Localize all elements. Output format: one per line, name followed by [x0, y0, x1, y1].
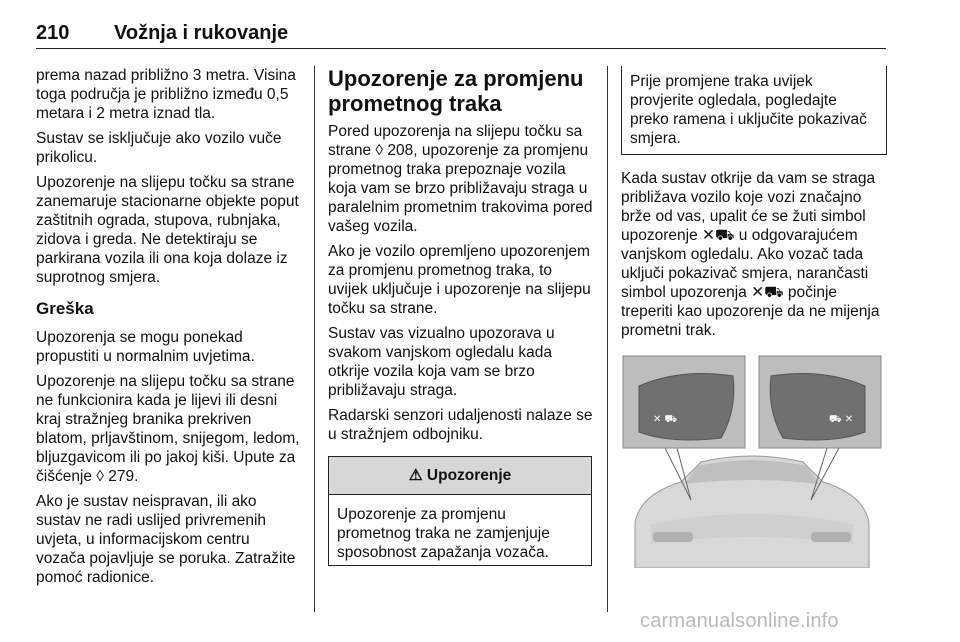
- column-right: [621, 66, 889, 568]
- column-divider: [607, 66, 608, 612]
- warning-header: [329, 457, 591, 495]
- paragraph: Upozorenje na slijepu točku sa strane ne funkcionira kada je lijevi ili desni kraj stražnjeg branika prekriven blatom, prljavštinom, snijegom, ledom, bljuzgavicom ili po jakoj kiši. Upute za čišćenje ◊ 279.: [36, 373, 300, 485]
- paragraph: Radarski senzori udaljenosti nalaze se u stražnjem odbojniku.: [328, 407, 593, 443]
- warning-title: Upozorenje: [426, 467, 512, 484]
- svg-text:✕ ⛟: ✕ ⛟: [653, 414, 678, 425]
- paragraph: Ako je vozilo opremljeno upozorenjem za promjenu prometnog traka, to uvijek uključuje i upozorenje na slijepu točku sa strane.: [328, 243, 591, 317]
- warning-text: Upozorenje za promjenu prometnog traka ne zamjenjuje sposobnost zapažanja vozača.: [337, 506, 550, 561]
- car-mirrors-image: [621, 354, 883, 568]
- chapter-title: Vožnja i rukovanje: [114, 22, 289, 44]
- paragraph: Sustav vas vizualno upozorava u svakom vanjskom ogledalu kada otkrije vozila koja vam se brzo približavaju straga.: [328, 325, 555, 399]
- page-header: [36, 18, 886, 49]
- paragraph: Ako je sustav neispravan, ili ako sustav ne radi uslijed privremenih uvjeta, u informacijskom centru vozača pojavljuje se poruka. Zatražite pomoć radionice.: [36, 493, 296, 586]
- paragraph: Kada sustav otkrije da vam se straga približava vozilo koje vozi značajno brže od vas, upalit će se žuti simbol upozorenje ✕⛟ u odgovarajućem vanjskom ogledalu. Ako vozač tada uključi pokazivač smjera, narančasti simbol upozorenja ✕⛟ počinje treperiti kao upozorenje da ne mijenja prometni trak.: [621, 170, 880, 339]
- watermark: carmanualsonline.info: [640, 610, 839, 632]
- column-left: [36, 66, 302, 593]
- svg-text:⛟ ✕: ⛟ ✕: [829, 414, 854, 425]
- page-number: 210: [36, 22, 70, 44]
- section-heading-fault: Greška: [36, 299, 94, 318]
- section-heading-lane-change: Upozorenje za promjenu prometnog traka: [328, 66, 584, 116]
- warning-box: [328, 456, 592, 566]
- mirror-illustration: [621, 354, 883, 568]
- paragraph: Sustav se isključuje ako vozilo vuče prikolicu.: [36, 130, 282, 166]
- paragraph: Upozorenje na slijepu točku sa strane zanemaruje stacionarne objekte poput zaštitnih ograda, stupova, rubnjaka, zidova i greda. Ne detektiraju se parkirana vozila ili ona koja dolaze iz suprotnog smjera.: [36, 174, 299, 286]
- paragraph: Pored upozorenja na slijepu točku sa strane ◊ 208, upozorenje za promjenu prometnog traka prepoznaje vozila koja vam se brzo približavaju straga u paralelnim prometnim trakovima pored vašeg vozila.: [328, 123, 593, 235]
- column-middle: [328, 66, 594, 566]
- column-divider: [314, 66, 315, 612]
- paragraph: Upozorenja se mogu ponekad propustiti u normalnim uvjetima.: [36, 329, 255, 365]
- warning-triangle-icon: ⚠: [408, 467, 423, 484]
- note-box: Prije promjene traka uvijek provjerite ogledala, pogledajte preko ramena i uključite pokazivač smjera.: [621, 66, 887, 155]
- paragraph: prema nazad približno 3 metra. Visina toga područja je približno između 0,5 metara i 2 metra iznad tla.: [36, 67, 296, 122]
